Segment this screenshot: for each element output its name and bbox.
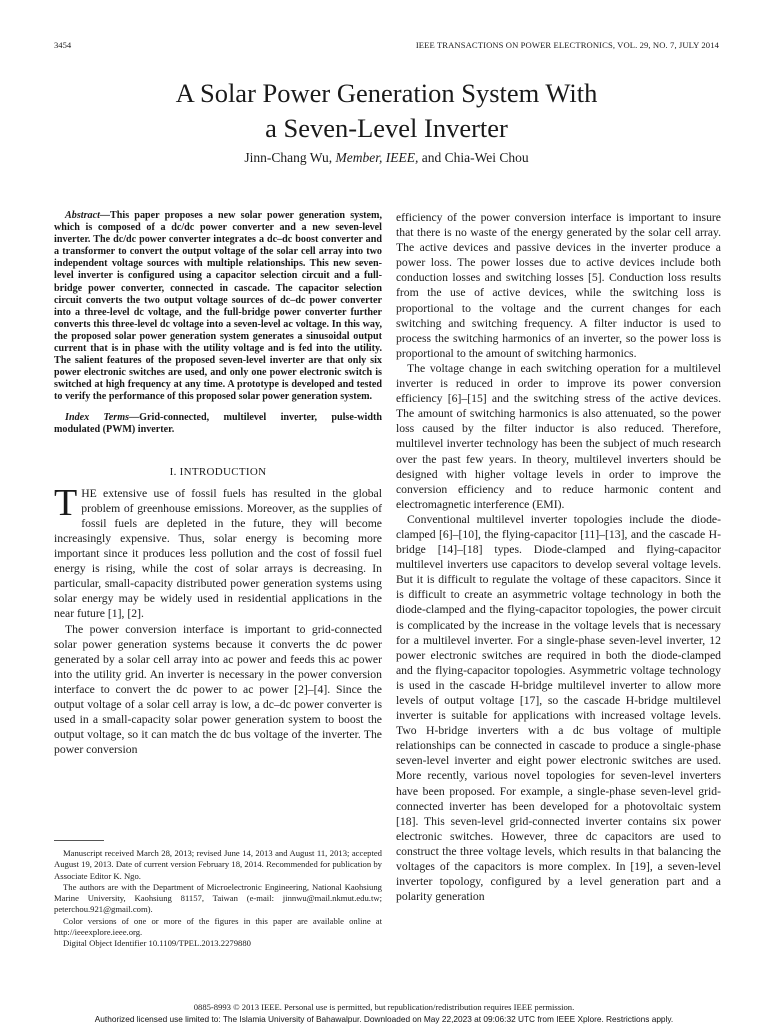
- right-paragraph-3: Conventional multilevel inverter topologies include the diode-clamped [6]–[10], the flying-capacitor [11]–[13], and the cascade H-bridge [14]–[18] types. Diode-clamped and flying-capacitor multilevel inverters use capacitors to develop several voltage levels. But it is difficult to regulate the voltage of these capacitors. Since it is difficult to create an asymmetric voltage technology in both the diode-clamped and the flying-capacitor topologies, the power circuit is complicated by the increase in the voltage levels that is necessary for a multilevel inverter. For a single-phase seven-level inverter, 12 power electronic switches are required in both the diode-clamped and the flying-capacitor topologies. Asymmetric voltage technology is used in the cascade H-bridge multilevel inverter to allow more levels of output voltage [17], so the cascade H-bridge multilevel inverter is suitable for applications with increased voltage levels. Two H-bridge inverters with a dc bus voltage of multiple relationships can be connected in cascade to produce a single-phase seven-level inverter and eight power electronic switches are used. More recently, various novel topologies for seven-level inverters have been proposed. For example, a single-phase seven-level grid-connected inverter has been developed for a photovoltaic system [18]. This seven-level grid-connected inverter contains six power electronic switches. However, three dc capacitors are used to construct the three voltage levels, which results in that balancing the voltages of the capacitors is more complex. In [19], a seven-level inverter topology, configured by a level generation part and a polarity generation: [396, 512, 721, 904]
- author-membership: Member, IEEE,: [335, 150, 419, 165]
- section-heading-introduction: I. INTRODUCTION: [169, 465, 267, 478]
- index-terms: [54, 412, 382, 436]
- right-paragraph-2: The voltage change in each switching operation for a multilevel inverter is reduced in order to improve its power conversion efficiency [6]–[15] and the switching stress of the active devices. The amount of switching harmonics is also attenuated, so the power loss caused by the filter inductor is also reduced. Therefore, multilevel inverter technology has been the subject of much research over the past few years. In theory, multilevel inverters should be designed with higher voltage levels in order to improve the conversion efficiency and to reduce harmonic content and electromagnetic interference (EMI).: [396, 361, 721, 511]
- footnotes: [54, 848, 382, 950]
- intro-paragraph-1: [54, 481, 382, 622]
- index-terms-label: Index Terms—: [65, 411, 140, 423]
- author-line: [54, 150, 719, 166]
- title-line-2: a Seven-Level Inverter: [265, 113, 508, 143]
- page-number: 3454: [54, 40, 72, 50]
- index-terms-text: Grid-connected, multilevel inverter, pulse-width modulated (PWM) inverter.: [54, 411, 382, 435]
- copyright-notice: 0885-8993 © 2013 IEEE. Personal use is permitted, but republication/redistribution requires IEEE permission.: [193, 1002, 575, 1012]
- abstract-label: Abstract—: [65, 210, 111, 221]
- footnote-doi: Digital Object Identifier 10.1109/TPEL.2013.2279880: [63, 938, 251, 949]
- abstract-text: This paper proposes a new solar power generation system, which is composed of a dc/dc power converter and a new seven-level inverter. The dc/dc power converter integrates a dc–dc boost converter and a transformer to convert the output voltage of the solar cell array into two independent voltage sources with multiple relationships. This new seven-level inverter is configured using a capacitor selection circuit and a full-bridge power converter, connected in cascade. The capacitor selection circuit converts the two output voltage sources of dc–dc power converter into a three-level dc voltage, and the full-bridge power converter further converts this three-level dc voltage into a seven-level ac voltage. In this way, the proposed solar power generation system generates a sinusoidal output current that is in phase with the utility voltage and is fed into the utility. The salient features of the proposed seven-level inverter are that only six power electronic switches are used, and only one power electronic switch is switched at high frequency at any time. A prototype is developed and tested to verify the performance of this proposed solar power generation system.: [54, 210, 382, 403]
- abstract: [54, 210, 382, 404]
- footnote-affiliation: The authors are with the Department of Microelectronic Engineering, National Kaohsiung Marine University, Kaohsiung 81157, Taiwan (e-mail: jinnwu@mail.nkmut.edu.tw; peterchou.921@gmail.com).: [54, 881, 382, 915]
- authorized-use-notice: Authorized licensed use limited to: The Islamia University of Bahawalpur. Downloaded on May 22,2023 at 09:06:32 UTC from IEEE Xplore. Restrictions apply.: [94, 1014, 674, 1024]
- footnote-divider: [54, 840, 104, 841]
- paper-title: [54, 76, 719, 146]
- footnote-manuscript: Manuscript received March 28, 2013; revised June 14, 2013 and August 11, 2013; accepted August 19, 2013. Date of current version February 18, 2014. Recommended for publication by Associate Editor K. Ngo.: [54, 848, 382, 881]
- author-1: Jinn-Chang Wu,: [244, 150, 333, 165]
- journal-name: IEEE TRANSACTIONS ON POWER ELECTRONICS, VOL. 29, NO. 7, JULY 2014: [415, 40, 719, 50]
- drop-cap: T: [54, 481, 78, 524]
- running-header: [54, 40, 719, 54]
- footnote-color: Color versions of one or more of the figures in this paper are available online at http://ieeexplore.ieee.org.: [54, 915, 382, 938]
- right-paragraph-1: efficiency of the power conversion interface is important to insure that there is no waste of the energy generated by the solar cell array. The active devices and passive devices in the inverter produce a power loss. The power losses due to active devices include both conduction losses and switching losses [5]. Conduction loss results from the use of active devices, while the switching loss is proportional to the voltage and the current changes for each switching and switching frequency. A filter inductor is used to process the switching harmonics of an inverter, so the power loss is proportional to the amount of switching harmonics.: [396, 211, 721, 360]
- left-column: [54, 210, 382, 757]
- intro-paragraph-2: The power conversion interface is important to grid-connected solar power generation systems because it converts the dc power generated by a solar cell array into ac power and feeds this ac power into the utility grid. An inverter is necessary in the power conversion interface to convert the dc power to ac power [2]–[4]. Since the output voltage of a solar cell array is low, a dc–dc power converter is used in a small-capacity solar power generation system to boost the output voltage, so it can match the dc bus voltage of the inverter. The power conversion: [54, 622, 382, 757]
- author-2: and Chia-Wei Chou: [421, 150, 529, 165]
- intro-paragraph-1-text: HE extensive use of fossil fuels has resulted in the global problem of greenhouse emissions. Moreover, as the supplies of fossil fuels are depleted in the future, they will become increasingly expensive. Thus, solar energy is becoming more important since it produces less pollution and the cost of fossil fuel energy is rising, while the cost of solar arrays is decreasing. In particular, small-capacity distributed power generation systems using solar energy may be widely used in residential applications in the near future [1], [2].: [54, 486, 382, 621]
- right-column: [396, 210, 721, 904]
- title-line-1: A Solar Power Generation System With: [175, 78, 598, 108]
